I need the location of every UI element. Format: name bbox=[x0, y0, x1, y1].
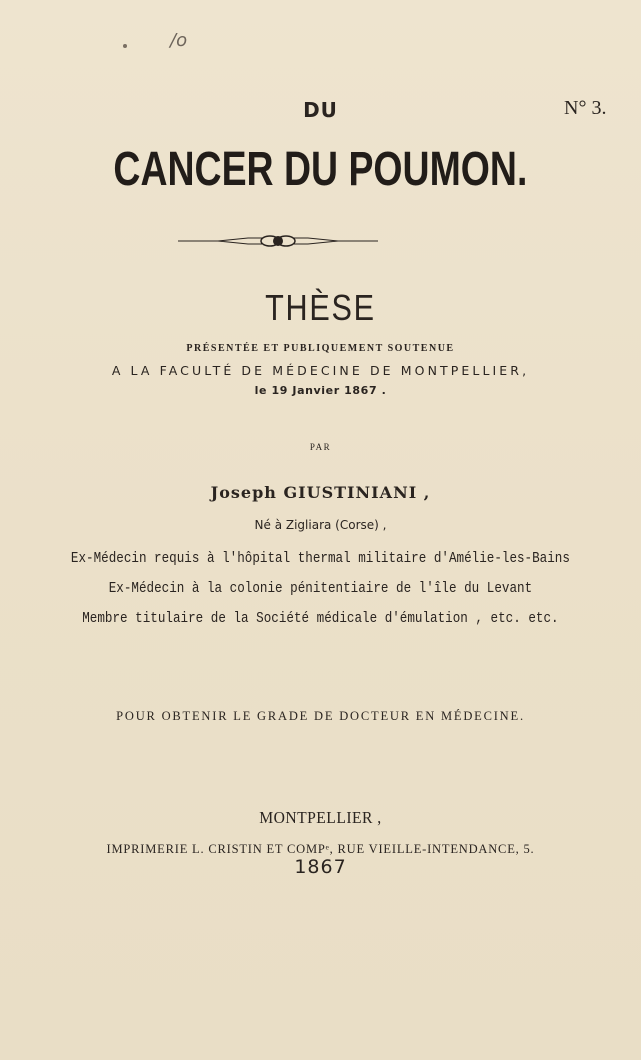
par-label: PAR bbox=[309, 442, 332, 452]
ornamental-divider-icon bbox=[178, 232, 378, 250]
credential-line: Ex-Médecin requis à l'hôpital thermal militaire d'Amélie-les-Bains bbox=[70, 550, 570, 567]
these-heading: THÈSE bbox=[265, 287, 376, 328]
header-du: DU bbox=[303, 98, 338, 122]
volume-number: N° 3. bbox=[564, 97, 607, 119]
handwritten-annotation: /o bbox=[170, 30, 188, 51]
credential-line: Membre titulaire de la Société médicale d'émulation , etc. etc. bbox=[82, 610, 559, 627]
defense-date: le 19 Janvier 1867 . bbox=[254, 384, 387, 397]
imprint-year: 1867 bbox=[294, 856, 347, 878]
author-birthplace: Né à Zigliara (Corse) , bbox=[254, 518, 387, 532]
presentee-line: PRÉSENTÉE ET PUBLIQUEMENT SOUTENUE bbox=[186, 343, 455, 354]
author-name: Joseph GIUSTINIANI , bbox=[210, 483, 431, 502]
imprint-printer: IMPRIMERIE L. CRISTIN ET COMPᵉ, RUE VIEILLE-INTENDANCE, 5. bbox=[106, 842, 535, 856]
imprint-city: MONTPELLIER , bbox=[259, 808, 382, 827]
ink-spot bbox=[123, 44, 127, 48]
faculte-line: A LA FACULTÉ DE MÉDECINE DE MONTPELLIER, bbox=[111, 363, 530, 378]
degree-purpose: POUR OBTENIR LE GRADE DE DOCTEUR EN MÉDECINE. bbox=[116, 709, 525, 723]
credential-line: Ex-Médecin à la colonie pénitentiaire de l'île du Levant bbox=[108, 580, 533, 597]
page-title: CANCER DU POUMON. bbox=[113, 143, 528, 196]
